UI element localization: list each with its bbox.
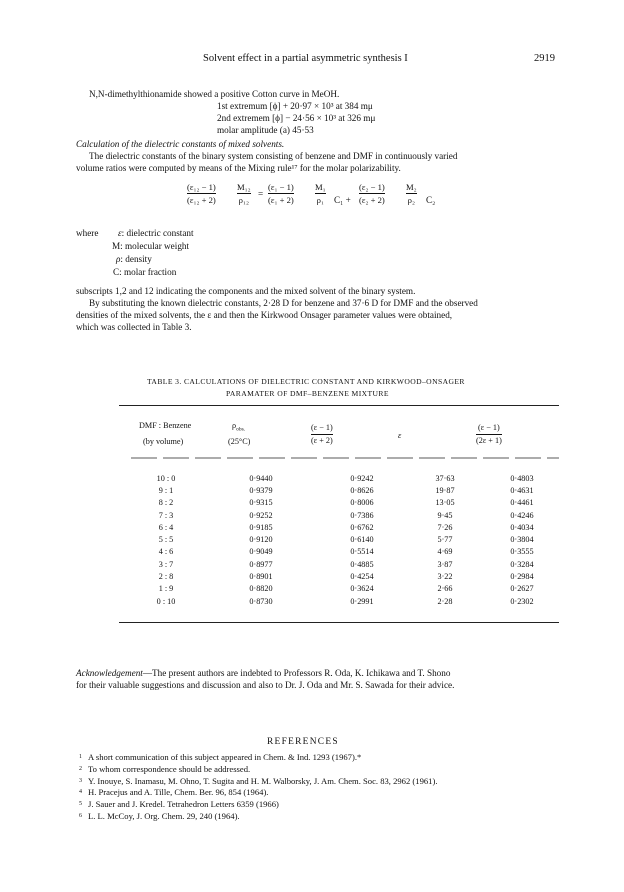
table-cell: 4 : 6 (158, 547, 174, 557)
table-cell: 0·6140 (350, 535, 374, 545)
table-cell: 3·22 (437, 572, 453, 582)
eq-f2-den: ρ₁₂ (238, 195, 249, 205)
table-row (123, 497, 565, 509)
where-sym: M (112, 241, 121, 251)
table-cell: 4·69 (437, 547, 453, 557)
where-desc: : density (120, 254, 152, 264)
col-header-density-bottom: (25°C) (228, 437, 251, 446)
cotton-extremum-2: 2nd extremem [ϕ] − 24·56 × 10³ at 326 mμ (217, 113, 376, 123)
table-cell: 0·4254 (350, 572, 374, 582)
table-cell: 0·9242 (350, 473, 374, 483)
acknowledgement-line1 (76, 667, 450, 679)
table-cell: 0·5514 (350, 547, 374, 557)
para2-line2: By substituting the known dielectric constants, 2·28 D for benzene and 37·6 D for DMF and the observed (89, 298, 478, 308)
reference-number: 6 (79, 812, 82, 819)
para1-line1: The dielectric constants of the binary system consisting of benzene and DMF in continuously varied (89, 151, 458, 161)
table-row (123, 570, 565, 582)
col-header-ratio2-den: (2ε + 1) (476, 436, 502, 445)
table-cell: 0·8820 (249, 584, 273, 594)
eq-f6-num: M₂ (406, 182, 417, 192)
table-cell: 19·87 (435, 485, 455, 495)
table-cell: 0·8977 (249, 559, 273, 569)
eq-f5-num: (ε₂ − 1) (359, 182, 385, 192)
table-cell: 0·9379 (249, 485, 273, 495)
reference-text: J. Sauer and J. Kredel. Tetrahedron Letters 6359 (1966) (88, 799, 279, 810)
references-list (79, 752, 438, 823)
eq-equals: = (258, 189, 264, 199)
reference-item (79, 776, 438, 788)
para2-line3: densities of the mixed solvents, the ε and then the Kirkwood Onsager parameter values were obtained, (76, 310, 453, 320)
table-cell: 0·8626 (350, 485, 374, 495)
table-cell: 7·26 (437, 522, 453, 532)
eq-f5-den: (ε₂ + 2) (359, 195, 385, 205)
table-cell: 0·4631 (510, 485, 534, 495)
reference-text: H. Pracejus and A. Tille, Chem. Ber. 96, 854 (1964). (88, 787, 269, 798)
eq-c1: C₁ + (334, 195, 351, 205)
reference-number: 4 (79, 789, 82, 796)
table-cell: 0·9440 (249, 473, 273, 483)
cotton-extremum-1: 1st extremum [ϕ] + 20·97 × 10³ at 384 mμ (217, 101, 373, 111)
table-caption-line1: TABLE 3. CALCULATIONS OF DIELECTRIC CONSTANT AND KIRKWOOD–ONSAGER (147, 377, 465, 386)
where-label: where (76, 228, 99, 238)
table-cell: 37·63 (435, 473, 455, 483)
eq-f3-den: (ε₁ + 2) (268, 195, 294, 205)
table-row (123, 484, 565, 496)
reference-number: 5 (79, 801, 82, 808)
table-header-rule (119, 456, 559, 460)
table-cell: 0·4461 (510, 498, 534, 508)
table-cell: 5 : 5 (158, 535, 174, 545)
reference-number: 3 (79, 777, 82, 784)
table-row (123, 509, 565, 521)
table-cell: 3 : 7 (158, 559, 174, 569)
table-row (123, 533, 565, 545)
table-cell: 0·3284 (510, 559, 534, 569)
where-item-c (113, 266, 176, 278)
col-header-epsilon: ε (398, 431, 402, 440)
reference-text: L. L. McCoy, J. Org. Chem. 29, 240 (1964). (88, 810, 240, 821)
where-desc: : molar fraction (119, 267, 177, 277)
where-desc: : molecular weight (120, 241, 190, 251)
where-desc: : dielectric constant (121, 228, 194, 238)
col-header-ratio1-den: (ε + 2) (311, 436, 333, 445)
col-header-ratio-bottom: (by volume) (143, 437, 184, 446)
eq-f1-num: (ε₁₂ − 1) (187, 182, 216, 192)
eq-c2: C₂ (426, 195, 436, 205)
acknowledgement-label: Acknowledgement (76, 668, 143, 678)
table-cell: 0·2627 (510, 584, 534, 594)
table-row (123, 546, 565, 558)
table-cell: 0·9049 (249, 547, 273, 557)
page-number: 2919 (534, 53, 555, 64)
data-table (123, 472, 565, 607)
cotton-amplitude: molar amplitude (a) 45·53 (217, 125, 314, 135)
where-item-m (112, 240, 189, 252)
reference-item (79, 787, 438, 799)
acknowledgement-line2: for their valuable suggestions and discussion and also to Dr. J. Oda and Mr. S. Sawada for their advice. (76, 680, 455, 690)
eq-f4-num: M₁ (315, 182, 326, 192)
table-cell: 6 : 4 (158, 522, 174, 532)
where-sym: ε (118, 228, 122, 238)
table-cell: 9 : 1 (158, 485, 174, 495)
table-cell: 0·7386 (350, 510, 374, 520)
table-row (123, 595, 565, 607)
table-top-rule (119, 405, 559, 406)
eq-f6-den: ρ₂ (407, 195, 415, 205)
table-cell: 0·2991 (350, 596, 374, 606)
table-cell: 0·4885 (350, 559, 374, 569)
col-header-ratio1 (311, 423, 333, 446)
reference-item (79, 764, 438, 776)
eq-fraction-1 (187, 182, 216, 205)
table-cell: 0·9120 (249, 535, 273, 545)
para2-line4: which was collected in Table 3. (76, 322, 192, 332)
table-cell: 13·05 (435, 498, 455, 508)
table-cell: 0·6762 (350, 522, 374, 532)
eq-fraction-6 (406, 182, 417, 205)
col-header-ratio1-num: (ε − 1) (311, 423, 333, 432)
table-cell: 0·8730 (249, 596, 273, 606)
section-heading: Calculation of the dielectric constants of mixed solvents. (76, 139, 285, 149)
table-cell: 3·87 (437, 559, 453, 569)
col-header-ratio2 (476, 423, 502, 446)
table-cell: 8 : 2 (158, 498, 174, 508)
eq-fraction-3 (268, 182, 294, 205)
table-bottom-rule (119, 622, 559, 623)
reference-number: 1 (79, 754, 82, 760)
eq-fraction-4 (315, 182, 326, 205)
cotton-intro: N,N-dimethylthionamide showed a positive Cotton curve in MeOH. (89, 89, 340, 99)
eq-f1-den: (ε₁₂ + 2) (187, 195, 216, 205)
table-cell: 5·77 (437, 535, 453, 545)
references-heading: REFERENCES (267, 737, 339, 747)
table-cell: 0·9185 (249, 522, 273, 532)
table-cell: 2 : 8 (158, 572, 174, 582)
table-row (123, 558, 565, 570)
eq-f3-num: (ε₁ − 1) (268, 182, 294, 192)
col-header-ratio-top: DMF : Benzene (139, 421, 192, 430)
table-row (123, 521, 565, 533)
eq-fraction-2 (237, 182, 251, 205)
table-cell: 0·4803 (510, 473, 534, 483)
table-cell: 9·45 (437, 510, 453, 520)
table-cell: 0·4246 (510, 510, 534, 520)
running-title: Solvent effect in a partial asymmetric synthesis I (203, 53, 408, 64)
table-cell: 7 : 3 (158, 510, 174, 520)
table-cell: 10 : 0 (156, 473, 176, 483)
reference-item (79, 811, 438, 823)
table-cell: 0·8006 (350, 498, 374, 508)
eq-fraction-5 (359, 182, 385, 205)
col-header-ratio2-num: (ε − 1) (478, 423, 500, 432)
table-cell: 0·3555 (510, 547, 534, 557)
table-cell: 2·66 (437, 584, 453, 594)
col-header-density-top: $\rho_{obs.}$ (232, 421, 246, 433)
table-cell: 0·2302 (510, 596, 534, 606)
table-cell: 0·2984 (510, 572, 534, 582)
para2-line1: subscripts 1,2 and 12 indicating the components and the mixed solvent of the binary system. (76, 286, 416, 296)
reference-text: Y. Inouye, S. Inamasu, M. Ohno, T. Sugita and H. M. Walborsky, J. Am. Chem. Soc. 83, 2962 (1961). (88, 775, 438, 786)
reference-item (79, 799, 438, 811)
where-item-rho (116, 253, 152, 265)
table-cell: 0·9315 (249, 498, 273, 508)
para1-line2: volume ratios were computed by means of the Mixing rule¹⁷ for the molar polarizability. (76, 163, 401, 173)
table-cell: 0·4034 (510, 522, 534, 532)
table-cell: 0·3624 (350, 584, 374, 594)
where-item-epsilon (118, 227, 194, 239)
reference-number: 2 (79, 765, 82, 772)
table-caption-line2: PARAMATER OF DMF–BENZENE MIXTURE (226, 389, 389, 398)
table-cell: 0·3804 (510, 535, 534, 545)
table-cell: 1 : 9 (158, 584, 174, 594)
table-row (123, 472, 565, 484)
reference-text: A short communication of this subject appeared in Chem. & Ind. 1293 (1967).* (88, 752, 362, 762)
eq-f2-num: M₁₂ (237, 182, 251, 192)
where-sym: ρ (116, 254, 121, 264)
table-cell: 0·9252 (249, 510, 273, 520)
table-row (123, 583, 565, 595)
reference-item (79, 752, 438, 764)
table-cell: 0·8901 (249, 572, 273, 582)
acknowledgement-text: —The present authors are indebted to Professors R. Oda, K. Ichikawa and T. Shono (142, 668, 451, 678)
where-sym: C (113, 267, 120, 277)
eq-f4-den: ρ₁ (316, 195, 324, 205)
reference-text: To whom correspondence should be addressed. (88, 763, 251, 774)
table-cell: 0 : 10 (156, 596, 176, 606)
table-cell: 2·28 (437, 596, 453, 606)
